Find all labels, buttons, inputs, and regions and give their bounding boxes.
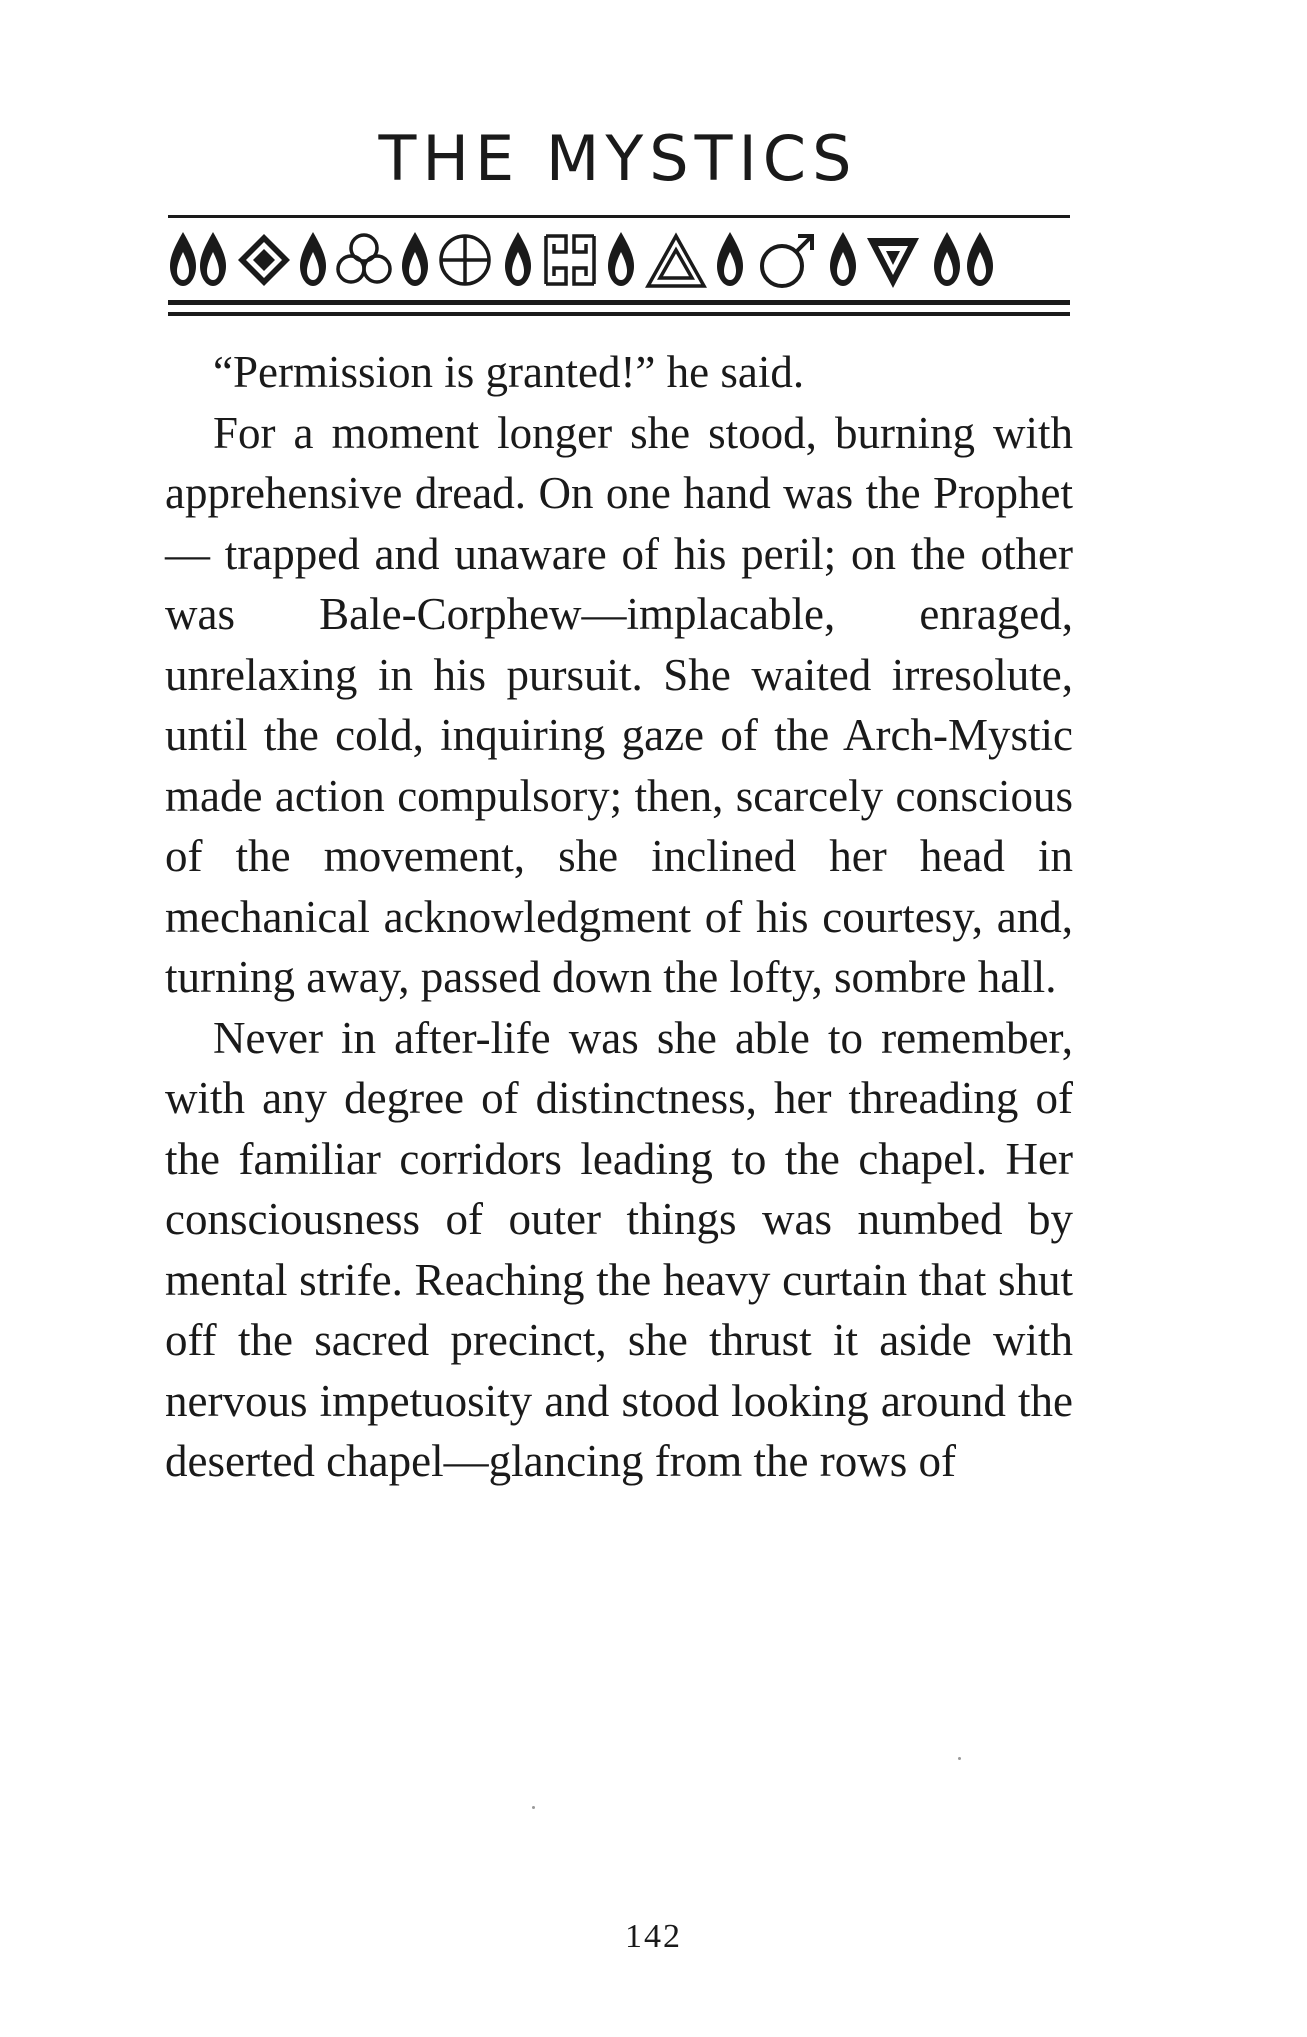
drop-icon (200, 232, 226, 286)
drop-icon (830, 232, 856, 286)
drop-icon (608, 232, 634, 286)
ornament-band (168, 222, 1070, 294)
drop-icon (300, 232, 326, 286)
paragraph: Never in after-life was she able to remember, with any degree of distinctness, her threading of the familiar corridors leading to the chapel. Her consciousness of outer things was numbed by mental strife. Reaching the heavy curtain that shut off the sacred precinct, she thrust it aside with nervous impetuosity and stood looking around the deserted chapel—glancing from the rows of (165, 1012, 1073, 1486)
diamond-icon (238, 234, 290, 286)
drop-icon (967, 232, 993, 286)
shield-icon (867, 238, 919, 288)
key-pattern-icon (546, 236, 594, 284)
mars-symbol-icon (762, 236, 812, 286)
top-rule (168, 215, 1070, 218)
drop-icon (170, 232, 196, 286)
running-head: THE MYSTICS (378, 122, 858, 195)
triangle-icon (648, 236, 704, 286)
drop-icon (402, 232, 428, 286)
scan-speck (958, 1757, 961, 1760)
drop-icon (717, 232, 743, 286)
drop-icon (934, 232, 960, 286)
scan-speck (532, 1806, 535, 1809)
body-text (165, 342, 1073, 1492)
trefoil-icon (338, 235, 390, 282)
drop-icon (505, 232, 531, 286)
paragraph: “Permission is granted!” he said. (213, 347, 805, 397)
rule-thin (168, 312, 1070, 316)
page-number: 142 (625, 1918, 682, 1955)
rule-thick (168, 300, 1070, 305)
circled-cross-icon (441, 236, 489, 284)
paragraph: For a moment longer she stood, burning with apprehensive dread. On one hand was the Prophet — trapped and unaware of his peril; on the other was Bale-Corphew—implacable, enraged, unrelaxing in his pursuit. She waited irresolute, until the cold, inquiring gaze of the Arch-Mystic made action compulsory; then, scarcely conscious of the movement, she inclined her head in mechanical acknowledgment of his courtesy, and, turning away, passed down the lofty, sombre hall. (165, 407, 1073, 1002)
